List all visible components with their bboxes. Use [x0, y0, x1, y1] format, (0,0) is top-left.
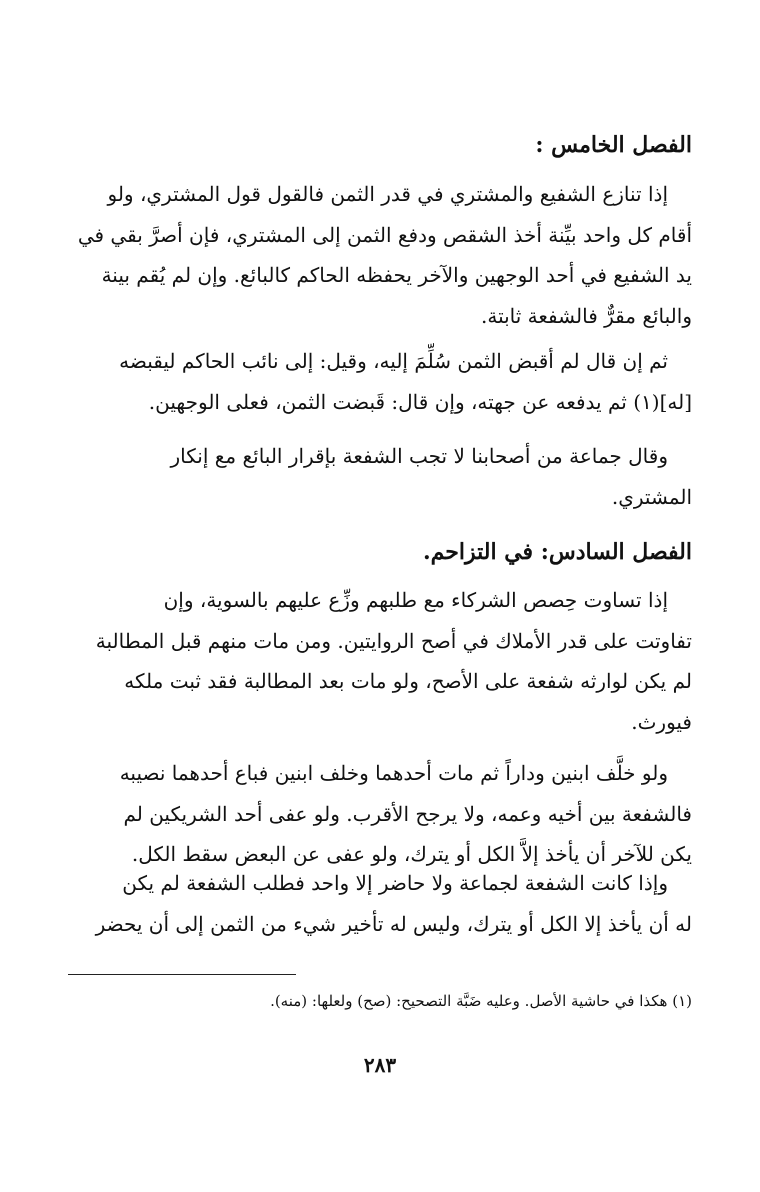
- footnote-divider: [68, 974, 296, 975]
- paragraph-4-line: إذا تساوت حِصص الشركاء مع طلبهم وزِّع عليهم بالسوية، وإن: [163, 588, 668, 612]
- paragraph-2: [66, 341, 692, 422]
- paragraph-4-line: لم يكن لوارثه شفعة على الأصح، ولو مات بعد المطالبة فقد ثبت ملكه: [124, 669, 692, 693]
- paragraph-1-line: يد الشفيع في أحد الوجهين والآخر يحفظه الحاكم كالبائع. وإن لم يُقم بينة: [101, 263, 692, 287]
- section-heading-5: الفصل الخامس :: [535, 132, 692, 158]
- paragraph-6: [66, 863, 692, 944]
- paragraph-5: [66, 753, 692, 875]
- paragraph-1-line: إذا تنازع الشفيع والمشتري في قدر الثمن فالقول قول المشتري، ولو: [107, 182, 668, 206]
- paragraph-2-line: ثم إن قال لم أقبض الثمن سُلِّمَ إليه، وقيل: إلى نائب الحاكم ليقبضه: [119, 349, 668, 373]
- paragraph-1-line: والبائع مقرٌّ فالشفعة ثابتة.: [480, 303, 692, 328]
- paragraph-2-line: [له](١) ثم يدفعه عن جهته، وإن قال: قَبضت الثمن، فعلى الوجهين.: [148, 389, 692, 414]
- paragraph-3-line: المشتري.: [611, 484, 692, 509]
- paragraph-5-line: يكن للآخر أن يأخذ إلاَّ الكل أو يترك، ولو عفى عن البعض سقط الكل.: [131, 842, 692, 866]
- paragraph-5-line: فالشفعة بين أخيه وعمه، ولا يرجح الأقرب. ولو عفى أحد الشريكين لم: [123, 801, 692, 826]
- paragraph-3: [66, 436, 692, 517]
- paragraph-4-line: تفاوتت على قدر الأملاك في أصح الروايتين. ومن مات منهم قبل المطالبة: [95, 628, 692, 653]
- paragraph-3-line: وقال جماعة من أصحابنا لا تجب الشفعة بإقرار البائع مع إنكار: [170, 444, 668, 468]
- page-number: ٢٨٣: [363, 1053, 397, 1077]
- section-heading-6: الفصل السادس: في التزاحم.: [422, 539, 692, 565]
- paragraph-4-line: فيورث.: [631, 709, 692, 734]
- paragraph-1-line: أقام كل واحد بيِّنة أخذ الشقص ودفع الثمن إلى المشتري، فإن أصرَّ بقي في: [77, 222, 692, 247]
- paragraph-4: [66, 580, 692, 742]
- footnote: (١) هكذا في حاشية الأصل. وعليه ضَبَّة التصحيح: (صح) ولعلها: (منه).: [270, 992, 692, 1010]
- paragraph-6-line: له أن يأخذ إلا الكل أو يترك، وليس له تأخير شيء من الثمن إلى أن يحضر: [95, 911, 692, 936]
- paragraph-5-line: ولو خلَّف ابنين وداراً ثم مات أحدهما وخلف ابنين فباع أحدهما نصيبه: [119, 761, 668, 785]
- paragraph-6-line: وإذا كانت الشفعة لجماعة ولا حاضر إلا واحد فطلب الشفعة لم يكن: [122, 871, 668, 895]
- paragraph-1: [66, 174, 692, 336]
